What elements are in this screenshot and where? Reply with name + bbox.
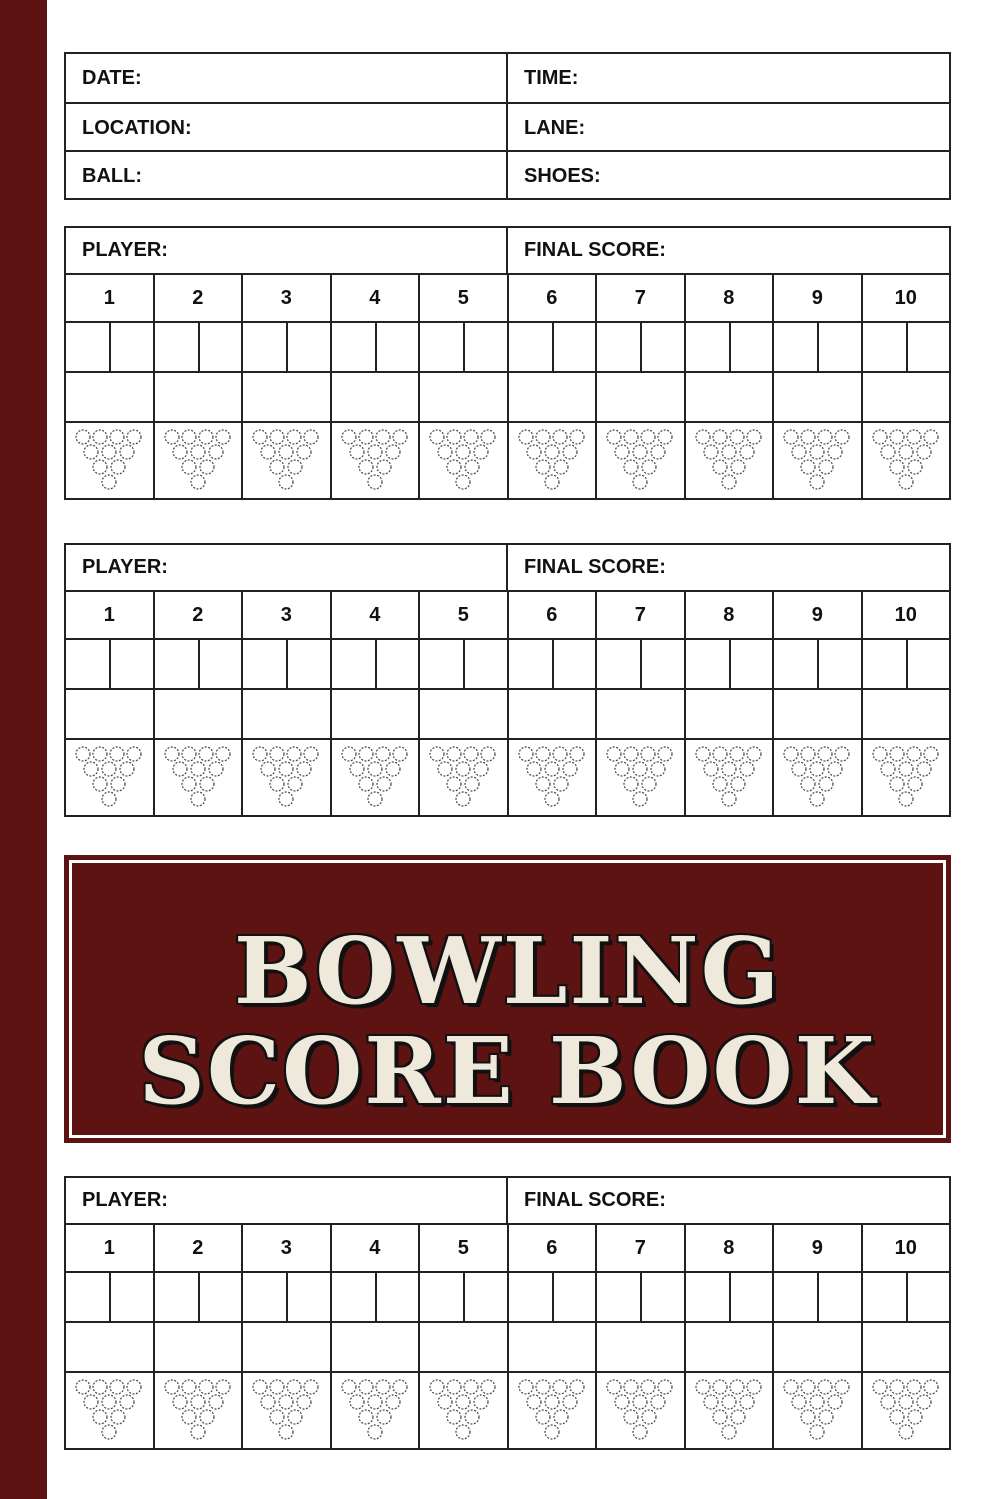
pin-diagram[interactable]	[155, 423, 242, 496]
throw-divider	[198, 1273, 200, 1321]
frame-number: 8	[686, 275, 773, 323]
pin-diagram[interactable]	[597, 740, 684, 813]
frame-score-box[interactable]	[686, 1323, 773, 1373]
title-line-1: BOWLING	[233, 917, 782, 1025]
frames-row	[66, 1225, 949, 1448]
bowling-pins-icon	[72, 745, 146, 809]
bowling-pins-icon	[515, 745, 589, 809]
frame-throws-box[interactable]	[66, 640, 153, 690]
frame-column	[597, 1225, 686, 1448]
frame-number: 1	[66, 275, 153, 323]
frame-throws-box[interactable]	[774, 323, 861, 373]
bowling-pins-icon	[426, 1378, 500, 1442]
frame-number: 5	[420, 1225, 507, 1273]
info-row-date	[66, 54, 949, 102]
frame-score-box[interactable]	[155, 373, 242, 423]
pin-diagram[interactable]	[420, 740, 507, 813]
lane-field[interactable]: LANE:	[524, 116, 586, 139]
throw-divider	[552, 323, 554, 371]
throw-divider	[817, 640, 819, 688]
bowling-pins-icon	[426, 428, 500, 492]
pin-diagram[interactable]	[774, 423, 861, 496]
frame-number: 6	[509, 1225, 596, 1273]
bowling-pins-icon	[515, 1378, 589, 1442]
frame-throws-box[interactable]	[509, 640, 596, 690]
final-score-field[interactable]: FINAL SCORE:	[524, 556, 666, 578]
bowling-pins-icon	[692, 745, 766, 809]
frame-throws-box[interactable]	[243, 640, 330, 690]
frame-number: 7	[597, 275, 684, 323]
frame-score-box[interactable]	[774, 1323, 861, 1373]
throw-divider	[109, 640, 111, 688]
pin-diagram[interactable]	[66, 423, 153, 496]
frame-number: 10	[863, 592, 950, 640]
pin-diagram[interactable]	[243, 1373, 330, 1446]
frame-column	[332, 275, 421, 498]
frame-throws-box[interactable]	[155, 640, 242, 690]
frame-column	[155, 592, 244, 815]
frame-score-box[interactable]	[509, 690, 596, 740]
frame-column	[686, 275, 775, 498]
pin-diagram[interactable]	[332, 423, 419, 496]
frame-score-box[interactable]	[420, 690, 507, 740]
frame-column	[597, 592, 686, 815]
frame-column	[774, 592, 863, 815]
frame-throws-box[interactable]	[774, 640, 861, 690]
throw-divider	[729, 323, 731, 371]
pin-diagram[interactable]	[863, 1373, 950, 1446]
title-banner	[64, 855, 951, 1143]
session-info-table	[64, 52, 951, 200]
bowling-pins-icon	[780, 745, 854, 809]
player-scorecard	[64, 543, 951, 817]
bowling-pins-icon	[249, 428, 323, 492]
frames-row	[66, 592, 949, 815]
bowling-pins-icon	[869, 1378, 943, 1442]
frame-throws-box[interactable]	[420, 323, 507, 373]
pin-diagram[interactable]	[155, 740, 242, 813]
bowling-pins-icon	[603, 1378, 677, 1442]
frame-score-box[interactable]	[863, 690, 950, 740]
pin-diagram[interactable]	[243, 740, 330, 813]
pin-diagram[interactable]	[243, 423, 330, 496]
frame-column	[243, 275, 332, 498]
frame-column	[863, 592, 950, 815]
frame-throws-box[interactable]	[243, 323, 330, 373]
frame-column	[686, 1225, 775, 1448]
frame-number: 7	[597, 592, 684, 640]
pin-diagram[interactable]	[774, 740, 861, 813]
frame-score-box[interactable]	[243, 373, 330, 423]
frame-number: 2	[155, 592, 242, 640]
frame-score-box[interactable]	[597, 373, 684, 423]
throw-divider	[375, 1273, 377, 1321]
final-score-field[interactable]: FINAL SCORE:	[524, 239, 666, 261]
pin-diagram[interactable]	[863, 423, 950, 496]
bowling-pins-icon	[869, 745, 943, 809]
frame-column	[66, 1225, 155, 1448]
pin-diagram[interactable]	[509, 1373, 596, 1446]
frame-score-box[interactable]	[509, 1323, 596, 1373]
throw-divider	[640, 640, 642, 688]
frame-column	[774, 1225, 863, 1448]
pin-diagram[interactable]	[597, 423, 684, 496]
bowling-pins-icon	[515, 428, 589, 492]
frame-number: 3	[243, 592, 330, 640]
frame-throws-box[interactable]	[863, 323, 950, 373]
frame-column	[774, 275, 863, 498]
pin-diagram[interactable]	[66, 1373, 153, 1446]
throw-divider	[906, 323, 908, 371]
frame-score-box[interactable]	[243, 1323, 330, 1373]
pin-diagram[interactable]	[509, 740, 596, 813]
frame-throws-box[interactable]	[863, 1273, 950, 1323]
ball-field[interactable]: BALL:	[66, 152, 508, 200]
frame-throws-box[interactable]	[66, 1273, 153, 1323]
frame-throws-box[interactable]	[863, 640, 950, 690]
frame-column	[243, 1225, 332, 1448]
book-spine	[0, 0, 47, 1499]
frame-throws-box[interactable]	[597, 1273, 684, 1323]
frame-throws-box[interactable]	[332, 640, 419, 690]
throw-divider	[640, 323, 642, 371]
frame-throws-box[interactable]	[686, 1273, 773, 1323]
frame-throws-box[interactable]	[597, 640, 684, 690]
pin-diagram[interactable]	[686, 1373, 773, 1446]
throw-divider	[286, 1273, 288, 1321]
frame-column	[243, 592, 332, 815]
bowling-pins-icon	[869, 428, 943, 492]
scorecard-header	[66, 1178, 949, 1225]
frame-number: 10	[863, 275, 950, 323]
frame-throws-box[interactable]	[243, 1273, 330, 1323]
frame-number: 9	[774, 275, 861, 323]
pin-diagram[interactable]	[509, 423, 596, 496]
pin-diagram[interactable]	[155, 1373, 242, 1446]
frame-throws-box[interactable]	[597, 323, 684, 373]
throw-divider	[817, 1273, 819, 1321]
frame-number: 5	[420, 275, 507, 323]
player-name-field[interactable]: PLAYER:	[66, 228, 508, 273]
frame-column	[155, 1225, 244, 1448]
frame-score-box[interactable]	[66, 690, 153, 740]
frame-score-box[interactable]	[66, 1323, 153, 1373]
frame-score-box[interactable]	[332, 1323, 419, 1373]
frame-score-box[interactable]	[155, 1323, 242, 1373]
frame-score-box[interactable]	[332, 690, 419, 740]
frame-column	[420, 1225, 509, 1448]
frame-score-box[interactable]	[863, 373, 950, 423]
frame-column	[332, 1225, 421, 1448]
info-row-location	[66, 102, 949, 152]
frame-number: 9	[774, 592, 861, 640]
frame-throws-box[interactable]	[420, 640, 507, 690]
frame-score-box[interactable]	[774, 690, 861, 740]
date-field[interactable]: DATE:	[66, 54, 508, 102]
frame-column	[863, 1225, 950, 1448]
frame-number: 3	[243, 1225, 330, 1273]
frame-column	[66, 592, 155, 815]
player-scorecard	[64, 1176, 951, 1450]
frame-number: 6	[509, 275, 596, 323]
player-scorecard	[64, 226, 951, 500]
frame-score-box[interactable]	[66, 373, 153, 423]
frame-column	[332, 592, 421, 815]
frame-column	[863, 275, 950, 498]
scorecard-header	[66, 228, 949, 275]
frame-number: 4	[332, 592, 419, 640]
bowling-pins-icon	[780, 1378, 854, 1442]
frame-number: 6	[509, 592, 596, 640]
frame-throws-box[interactable]	[509, 323, 596, 373]
frame-number: 3	[243, 275, 330, 323]
frame-score-box[interactable]	[686, 690, 773, 740]
pin-diagram[interactable]	[597, 1373, 684, 1446]
throw-divider	[375, 323, 377, 371]
bowling-pins-icon	[692, 1378, 766, 1442]
time-field[interactable]: TIME:	[524, 66, 579, 89]
throw-divider	[375, 640, 377, 688]
frame-throws-box[interactable]	[155, 1273, 242, 1323]
frame-column	[686, 592, 775, 815]
bowling-pins-icon	[603, 428, 677, 492]
bowling-pins-icon	[338, 745, 412, 809]
frame-number: 9	[774, 1225, 861, 1273]
frame-throws-box[interactable]	[66, 323, 153, 373]
pin-diagram[interactable]	[686, 423, 773, 496]
frame-number: 1	[66, 1225, 153, 1273]
bowling-pins-icon	[161, 1378, 235, 1442]
frame-number: 7	[597, 1225, 684, 1273]
bowling-pins-icon	[161, 428, 235, 492]
pin-diagram[interactable]	[332, 740, 419, 813]
bowling-pins-icon	[692, 428, 766, 492]
frame-column	[509, 1225, 598, 1448]
throw-divider	[729, 1273, 731, 1321]
bowling-pins-icon	[338, 428, 412, 492]
frame-throws-box[interactable]	[774, 1273, 861, 1323]
frame-column	[597, 275, 686, 498]
throw-divider	[109, 1273, 111, 1321]
frame-score-box[interactable]	[155, 690, 242, 740]
location-field[interactable]: LOCATION:	[66, 104, 508, 152]
frame-number: 5	[420, 592, 507, 640]
throw-divider	[906, 640, 908, 688]
throw-divider	[286, 640, 288, 688]
frame-score-box[interactable]	[243, 690, 330, 740]
pin-diagram[interactable]	[420, 1373, 507, 1446]
pin-diagram[interactable]	[686, 740, 773, 813]
scorecard-header	[66, 545, 949, 592]
frame-score-box[interactable]	[420, 1323, 507, 1373]
throw-divider	[817, 323, 819, 371]
frame-column	[509, 592, 598, 815]
player-name-field[interactable]: PLAYER:	[66, 1178, 508, 1223]
frame-column	[420, 592, 509, 815]
title-line-2: SCORE BOOK	[138, 1017, 877, 1125]
frame-throws-box[interactable]	[332, 1273, 419, 1323]
frame-column	[66, 275, 155, 498]
bowling-pins-icon	[249, 745, 323, 809]
info-row-ball	[66, 150, 949, 200]
frame-score-box[interactable]	[686, 373, 773, 423]
frame-throws-box[interactable]	[509, 1273, 596, 1323]
frame-score-box[interactable]	[863, 1323, 950, 1373]
frame-score-box[interactable]	[332, 373, 419, 423]
frame-number: 4	[332, 1225, 419, 1273]
frame-score-box[interactable]	[597, 1323, 684, 1373]
frame-score-box[interactable]	[420, 373, 507, 423]
frame-throws-box[interactable]	[332, 323, 419, 373]
bowling-pins-icon	[603, 745, 677, 809]
pin-diagram[interactable]	[774, 1373, 861, 1446]
frame-column	[155, 275, 244, 498]
frame-score-box[interactable]	[509, 373, 596, 423]
frame-throws-box[interactable]	[155, 323, 242, 373]
frames-row	[66, 275, 949, 498]
banner-inner	[78, 869, 937, 1129]
shoes-field[interactable]: SHOES:	[524, 164, 601, 187]
bowling-pins-icon	[161, 745, 235, 809]
bowling-pins-icon	[780, 428, 854, 492]
frame-throws-box[interactable]	[420, 1273, 507, 1323]
throw-divider	[198, 640, 200, 688]
pin-diagram[interactable]	[420, 423, 507, 496]
frame-number: 2	[155, 1225, 242, 1273]
frame-score-box[interactable]	[597, 690, 684, 740]
frame-number: 2	[155, 275, 242, 323]
frame-score-box[interactable]	[774, 373, 861, 423]
pin-diagram[interactable]	[66, 740, 153, 813]
frame-throws-box[interactable]	[686, 640, 773, 690]
pin-diagram[interactable]	[332, 1373, 419, 1446]
throw-divider	[463, 1273, 465, 1321]
frame-throws-box[interactable]	[686, 323, 773, 373]
throw-divider	[552, 1273, 554, 1321]
throw-divider	[109, 323, 111, 371]
bowling-pins-icon	[249, 1378, 323, 1442]
frame-number: 8	[686, 1225, 773, 1273]
throw-divider	[729, 640, 731, 688]
frame-number: 8	[686, 592, 773, 640]
final-score-field[interactable]: FINAL SCORE:	[524, 1189, 666, 1211]
throw-divider	[640, 1273, 642, 1321]
frame-column	[509, 275, 598, 498]
pin-diagram[interactable]	[863, 740, 950, 813]
throw-divider	[906, 1273, 908, 1321]
player-name-field[interactable]: PLAYER:	[66, 545, 508, 590]
frame-column	[420, 275, 509, 498]
bowling-pins-icon	[72, 428, 146, 492]
frame-number: 10	[863, 1225, 950, 1273]
frame-number: 4	[332, 275, 419, 323]
throw-divider	[198, 323, 200, 371]
throw-divider	[463, 640, 465, 688]
throw-divider	[463, 323, 465, 371]
frame-number: 1	[66, 592, 153, 640]
bowling-pins-icon	[338, 1378, 412, 1442]
throw-divider	[552, 640, 554, 688]
bowling-pins-icon	[426, 745, 500, 809]
throw-divider	[286, 323, 288, 371]
bowling-pins-icon	[72, 1378, 146, 1442]
